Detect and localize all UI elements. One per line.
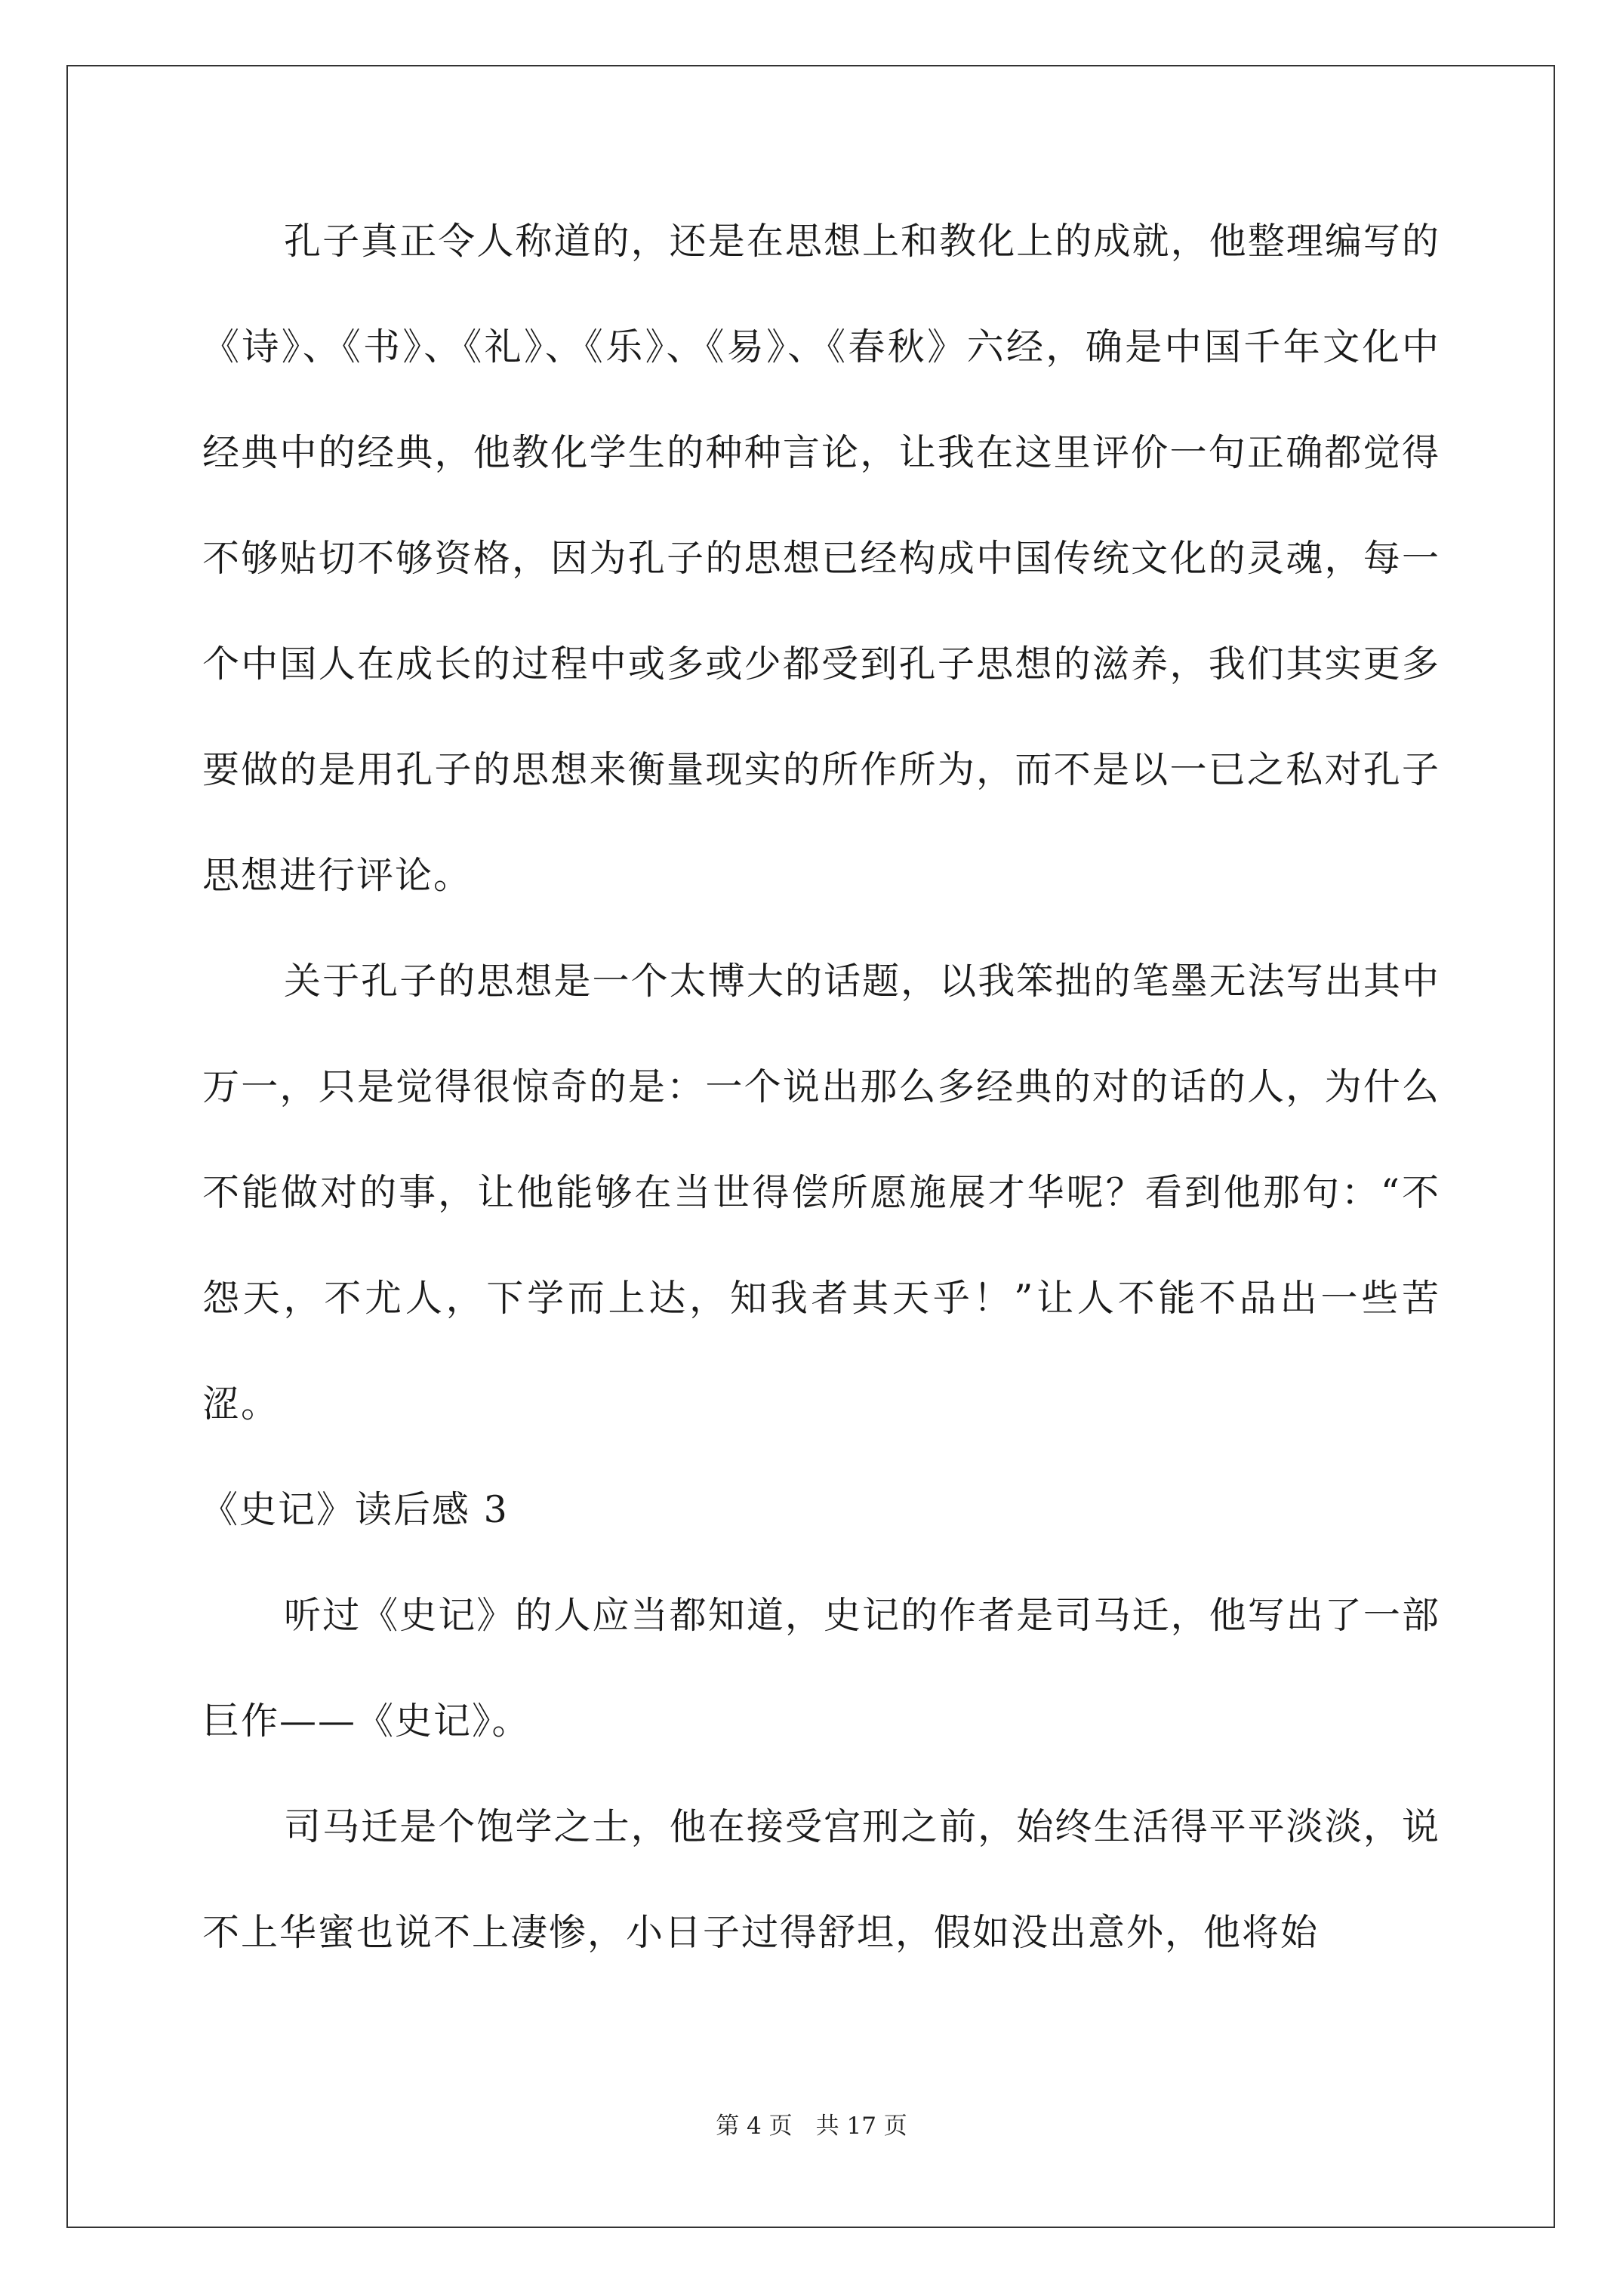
page-number-footer: 第 4 页 共 17 页 bbox=[716, 2113, 907, 2140]
document-body bbox=[202, 189, 1440, 1986]
paragraph-shiji-intro: 听过《史记》的人应当都知道，史记的作者是司马迁，他写出了一部巨作——《史记》。 bbox=[202, 1594, 1440, 1743]
paragraph-confucius-achievements: 孔子真正令人称道的，还是在思想上和教化上的成就，他整理编写的《诗》、《书》、《礼》、《乐》、《易》、《春秋》六经，确是中国千年文化中经典中的经典，他教化学生的种种言论，让我在这里评价一句正确都觉得不够贴切不够资格，因为孔子的思想已经构成中国传统文化的灵魂，每一个中国人在成长的过程中或多或少都受到孔子思想的滋养，我们其实更多要做的是用孔子的思想来衡量现实的所作所为，而不是以一已之私对孔子思想进行评论。 bbox=[202, 220, 1440, 897]
paragraph-sima-qian: 司马迁是个饱学之士，他在接受宫刑之前，始终生活得平平淡淡，说不上华蜜也说不上凄惨，小日子过得舒坦，假如没出意外，他将始 bbox=[202, 1805, 1440, 1954]
section-heading: 《史记》读后感 3 bbox=[201, 1488, 509, 1531]
paragraph-confucius-thought: 关于孔子的思想是一个太博大的话题，以我笨拙的笔墨无法写出其中万一，只是觉得很惊奇的是：一个说出那么多经典的对的话的人，为什么不能做对的事，让他能够在当世得偿所愿施展才华呢？看到他那句：“不怨天，不尤人，下学而上达，知我者其天乎！”让人不能不品出一些苦涩。 bbox=[202, 960, 1440, 1425]
